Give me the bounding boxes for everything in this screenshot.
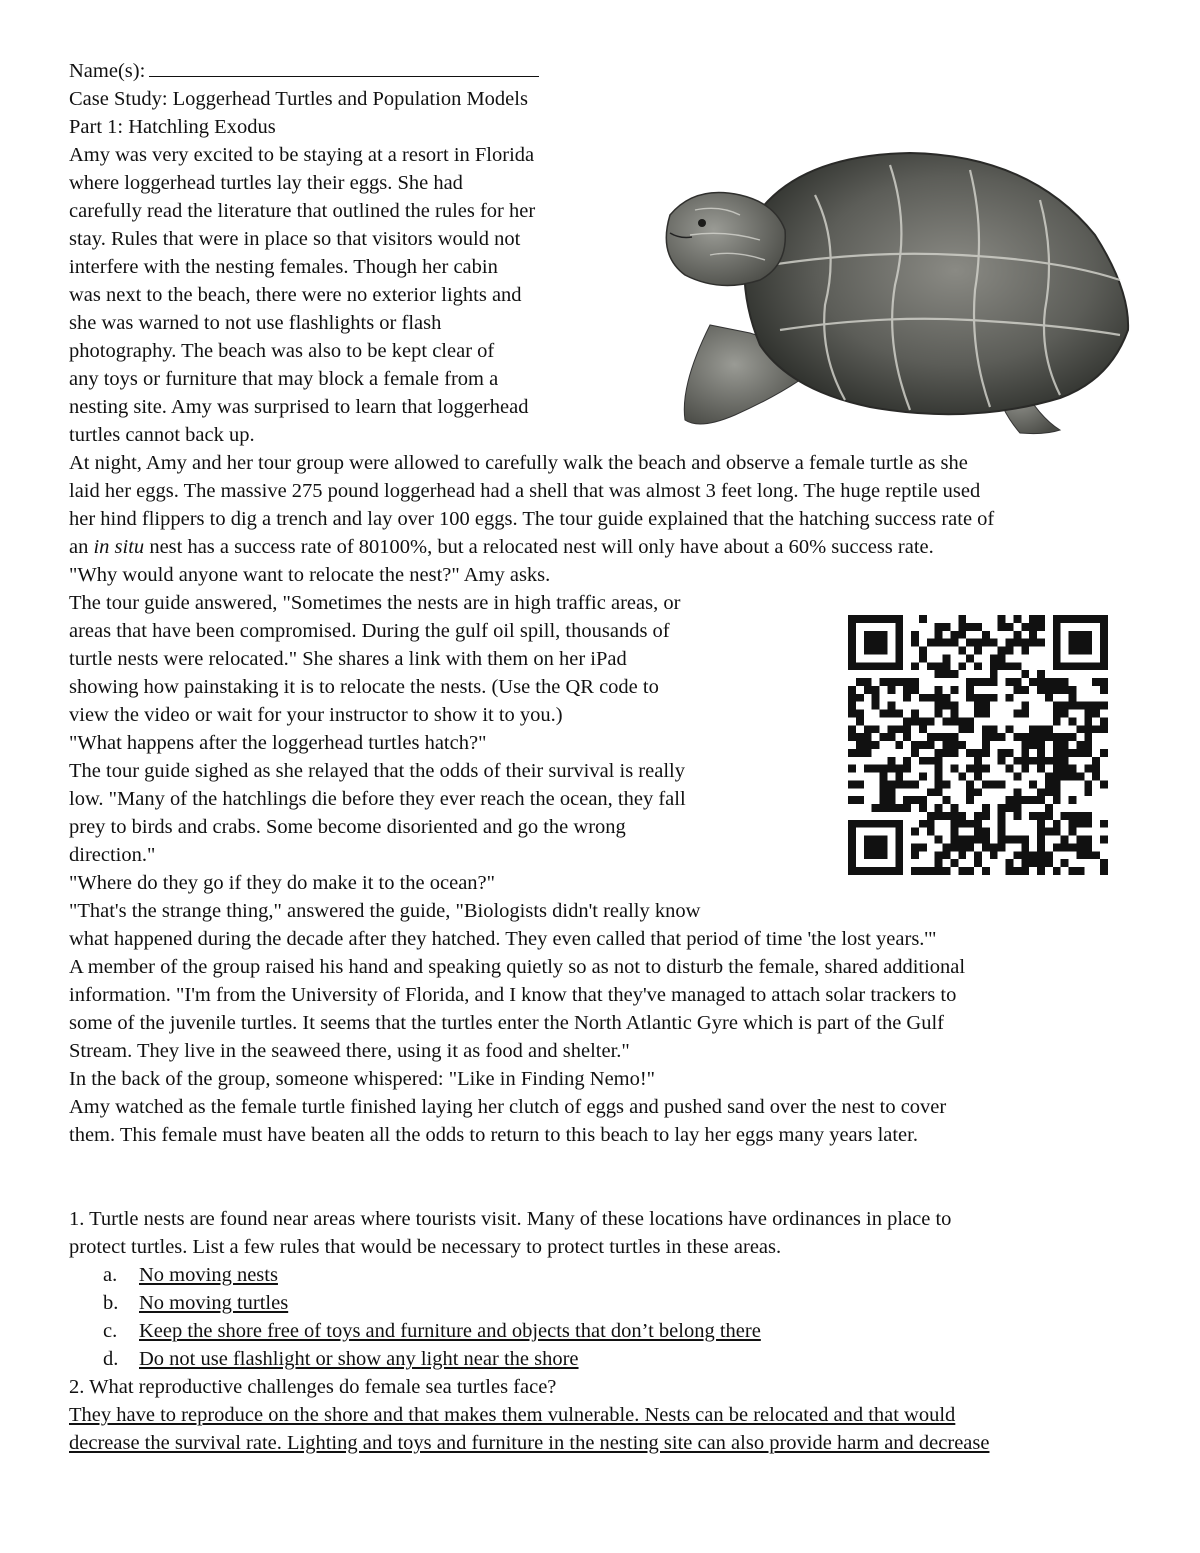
list-marker: b. bbox=[103, 1292, 119, 1314]
story-line: "What happens after the loggerhead turtles hatch?" bbox=[69, 732, 487, 754]
part-heading: Part 1: Hatchling Exodus bbox=[69, 116, 276, 138]
story-line: Amy was very excited to be staying at a resort in Florida bbox=[69, 144, 535, 166]
story-line: photography. The beach was also to be kept clear of bbox=[69, 340, 495, 362]
qr-code-image[interactable] bbox=[848, 614, 1108, 876]
story-line: "Why would anyone want to relocate the nest?" Amy asks. bbox=[69, 564, 551, 586]
story-line: In the back of the group, someone whispered: "Like in Finding Nemo!" bbox=[69, 1068, 656, 1090]
story-line: what happened during the decade after they hatched. They even called that period of time 'the lost years.'" bbox=[69, 928, 937, 950]
list-marker: d. bbox=[103, 1348, 119, 1370]
story-line: "Where do they go if they do make it to the ocean?" bbox=[69, 872, 496, 894]
story-line: interfere with the nesting females. Though her cabin bbox=[69, 256, 498, 278]
story-line: "That's the strange thing," answered the guide, "Biologists didn't really know bbox=[69, 900, 701, 922]
list-marker: c. bbox=[103, 1320, 118, 1342]
story-line: The tour guide sighed as she relayed that the odds of their survival is really bbox=[69, 760, 685, 782]
answer-text[interactable]: Do not use flashlight or show any light near the shore bbox=[139, 1348, 579, 1370]
name-label: Name(s): bbox=[69, 60, 146, 82]
story-line: Amy watched as the female turtle finished laying her clutch of eggs and pushed sand over the nest to cover bbox=[69, 1096, 947, 1118]
story-line: view the video or wait for your instructor to show it to you.) bbox=[69, 704, 563, 726]
answer-2-text[interactable]: They have to reproduce on the shore and that makes them vulnerable. Nests can be relocated and that would bbox=[69, 1404, 956, 1426]
story-line: some of the juvenile turtles. It seems that the turtles enter the North Atlantic Gyre which is part of the Gulf bbox=[69, 1012, 945, 1034]
in-situ-term: in situ bbox=[93, 536, 145, 558]
question-1-text: protect turtles. List a few rules that would be necessary to protect turtles in these areas. bbox=[69, 1236, 782, 1258]
story-line: stay. Rules that were in place so that visitors would not bbox=[69, 228, 521, 250]
question-1-text: 1. Turtle nests are found near areas where tourists visit. Many of these locations have ordinances in place to bbox=[69, 1208, 952, 1230]
story-line: where loggerhead turtles lay their eggs. She had bbox=[69, 172, 463, 194]
name-field[interactable] bbox=[69, 58, 539, 86]
story-line: direction." bbox=[69, 844, 156, 866]
story-line: showing how painstaking it is to relocate the nests. (Use the QR code to bbox=[69, 676, 659, 698]
story-line: areas that have been compromised. During the gulf oil spill, thousands of bbox=[69, 620, 670, 642]
story-line: turtles cannot back up. bbox=[69, 424, 255, 446]
story-line: any toys or furniture that may block a female from a bbox=[69, 368, 499, 390]
story-line: them. This female must have beaten all the odds to return to this beach to lay her eggs many years later. bbox=[69, 1124, 918, 1146]
answer-item bbox=[103, 1346, 579, 1374]
story-line: carefully read the literature that outlined the rules for her bbox=[69, 200, 536, 222]
story-line: Stream. They live in the seaweed there, using it as food and shelter." bbox=[69, 1040, 630, 1062]
story-line: turtle nests were relocated." She shares a link with them on her iPad bbox=[69, 648, 627, 670]
story-line: information. "I'm from the University of Florida, and I know that they've managed to attach solar trackers to bbox=[69, 984, 957, 1006]
story-line: she was warned to not use flashlights or flash bbox=[69, 312, 442, 334]
answer-item bbox=[103, 1262, 278, 1290]
story-line: laid her eggs. The massive 275 pound loggerhead had a shell that was almost 3 feet long. The huge reptile used bbox=[69, 480, 981, 502]
list-marker: a. bbox=[103, 1264, 118, 1286]
story-line: prey to birds and crabs. Some become disoriented and go the wrong bbox=[69, 816, 626, 838]
answer-text[interactable]: No moving turtles bbox=[139, 1292, 289, 1314]
story-line: A member of the group raised his hand and speaking quietly so as not to disturb the female, shared additional bbox=[69, 956, 966, 978]
story-line: her hind flippers to dig a trench and lay over 100 eggs. The tour guide explained that the hatching success rate of bbox=[69, 508, 995, 530]
story-line: low. "Many of the hatchlings die before they ever reach the ocean, they fall bbox=[69, 788, 686, 810]
story-line: The tour guide answered, "Sometimes the nests are in high traffic areas, or bbox=[69, 592, 681, 614]
document-title: Case Study: Loggerhead Turtles and Population Models bbox=[69, 88, 528, 110]
story-line-in-situ: an in situ nest has a success rate of 80100%, but a relocated nest will only have about a 60% success rate. bbox=[69, 536, 934, 558]
answer-item bbox=[103, 1318, 761, 1346]
name-blank[interactable] bbox=[149, 58, 539, 77]
answer-2-text[interactable]: decrease the survival rate. Lighting and toys and furniture in the nesting site can also provide harm and decrease bbox=[69, 1432, 990, 1454]
answer-item bbox=[103, 1290, 288, 1318]
answer-text[interactable]: No moving nests bbox=[139, 1264, 278, 1286]
story-line: nesting site. Amy was surprised to learn that loggerhead bbox=[69, 396, 529, 418]
story-line: At night, Amy and her tour group were allowed to carefully walk the beach and observe a female turtle as she bbox=[69, 452, 968, 474]
answer-text[interactable]: Keep the shore free of toys and furniture and objects that don’t belong there bbox=[139, 1320, 761, 1342]
loggerhead-turtle-image bbox=[640, 115, 1140, 445]
question-2-text: 2. What reproductive challenges do female sea turtles face? bbox=[69, 1376, 557, 1398]
story-line: was next to the beach, there were no exterior lights and bbox=[69, 284, 522, 306]
